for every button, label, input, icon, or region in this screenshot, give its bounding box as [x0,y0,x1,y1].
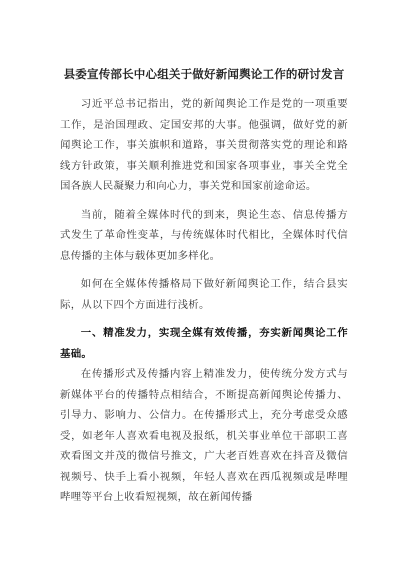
paragraph-outline: 如何在全媒体传播格局下做好新闻舆论工作，结合县实际，从以下四个方面进行浅析。 [60,278,348,311]
paragraph-intro: 习近平总书记指出，党的新闻舆论工作是党的一项重要工作，是治国理政、定国安邦的大事。他强调，做好党的新闻舆论工作，事关旗帜和道路，事关贯彻落实党的理论和路线方针政策，事关顺利推进党和国家各项事业，事关全党全国各族人民凝聚力和向心力，事关党和国家前途命运。 [60,98,348,192]
document-title: 县委宣传部长中心组关于做好新闻舆论工作的研讨发言 [63,67,345,81]
section-1-heading: 一、精准发力，实现全媒有效传播，夯实新闻舆论工作基础。 [60,327,348,360]
section-1-body: 在传播形式及传播内容上精准发力，使传统分发方式与新媒体平台的传播特点相结合，不断提高新闻舆论传播力、引导力、影响力、公信力。在传播形式上，充分考虑受众感受，如老年人喜欢看电视及报纸，机关事业单位干部职工喜欢看图文并茂的微信号推文，广大老百姓喜欢在抖音及微信视频号、快手上看小视频，年轻人喜欢在西瓜视频或是哔哩哔哩等平台上收看短视频，故在新闻传播 [60,368,348,503]
paragraph-media-era: 当前，随着全媒体时代的到来，舆论生态、信息传播方式发生了革命性变革，与传统媒体时代相比，全媒体时代信息传播的主体与载体更加多样化。 [60,208,348,262]
